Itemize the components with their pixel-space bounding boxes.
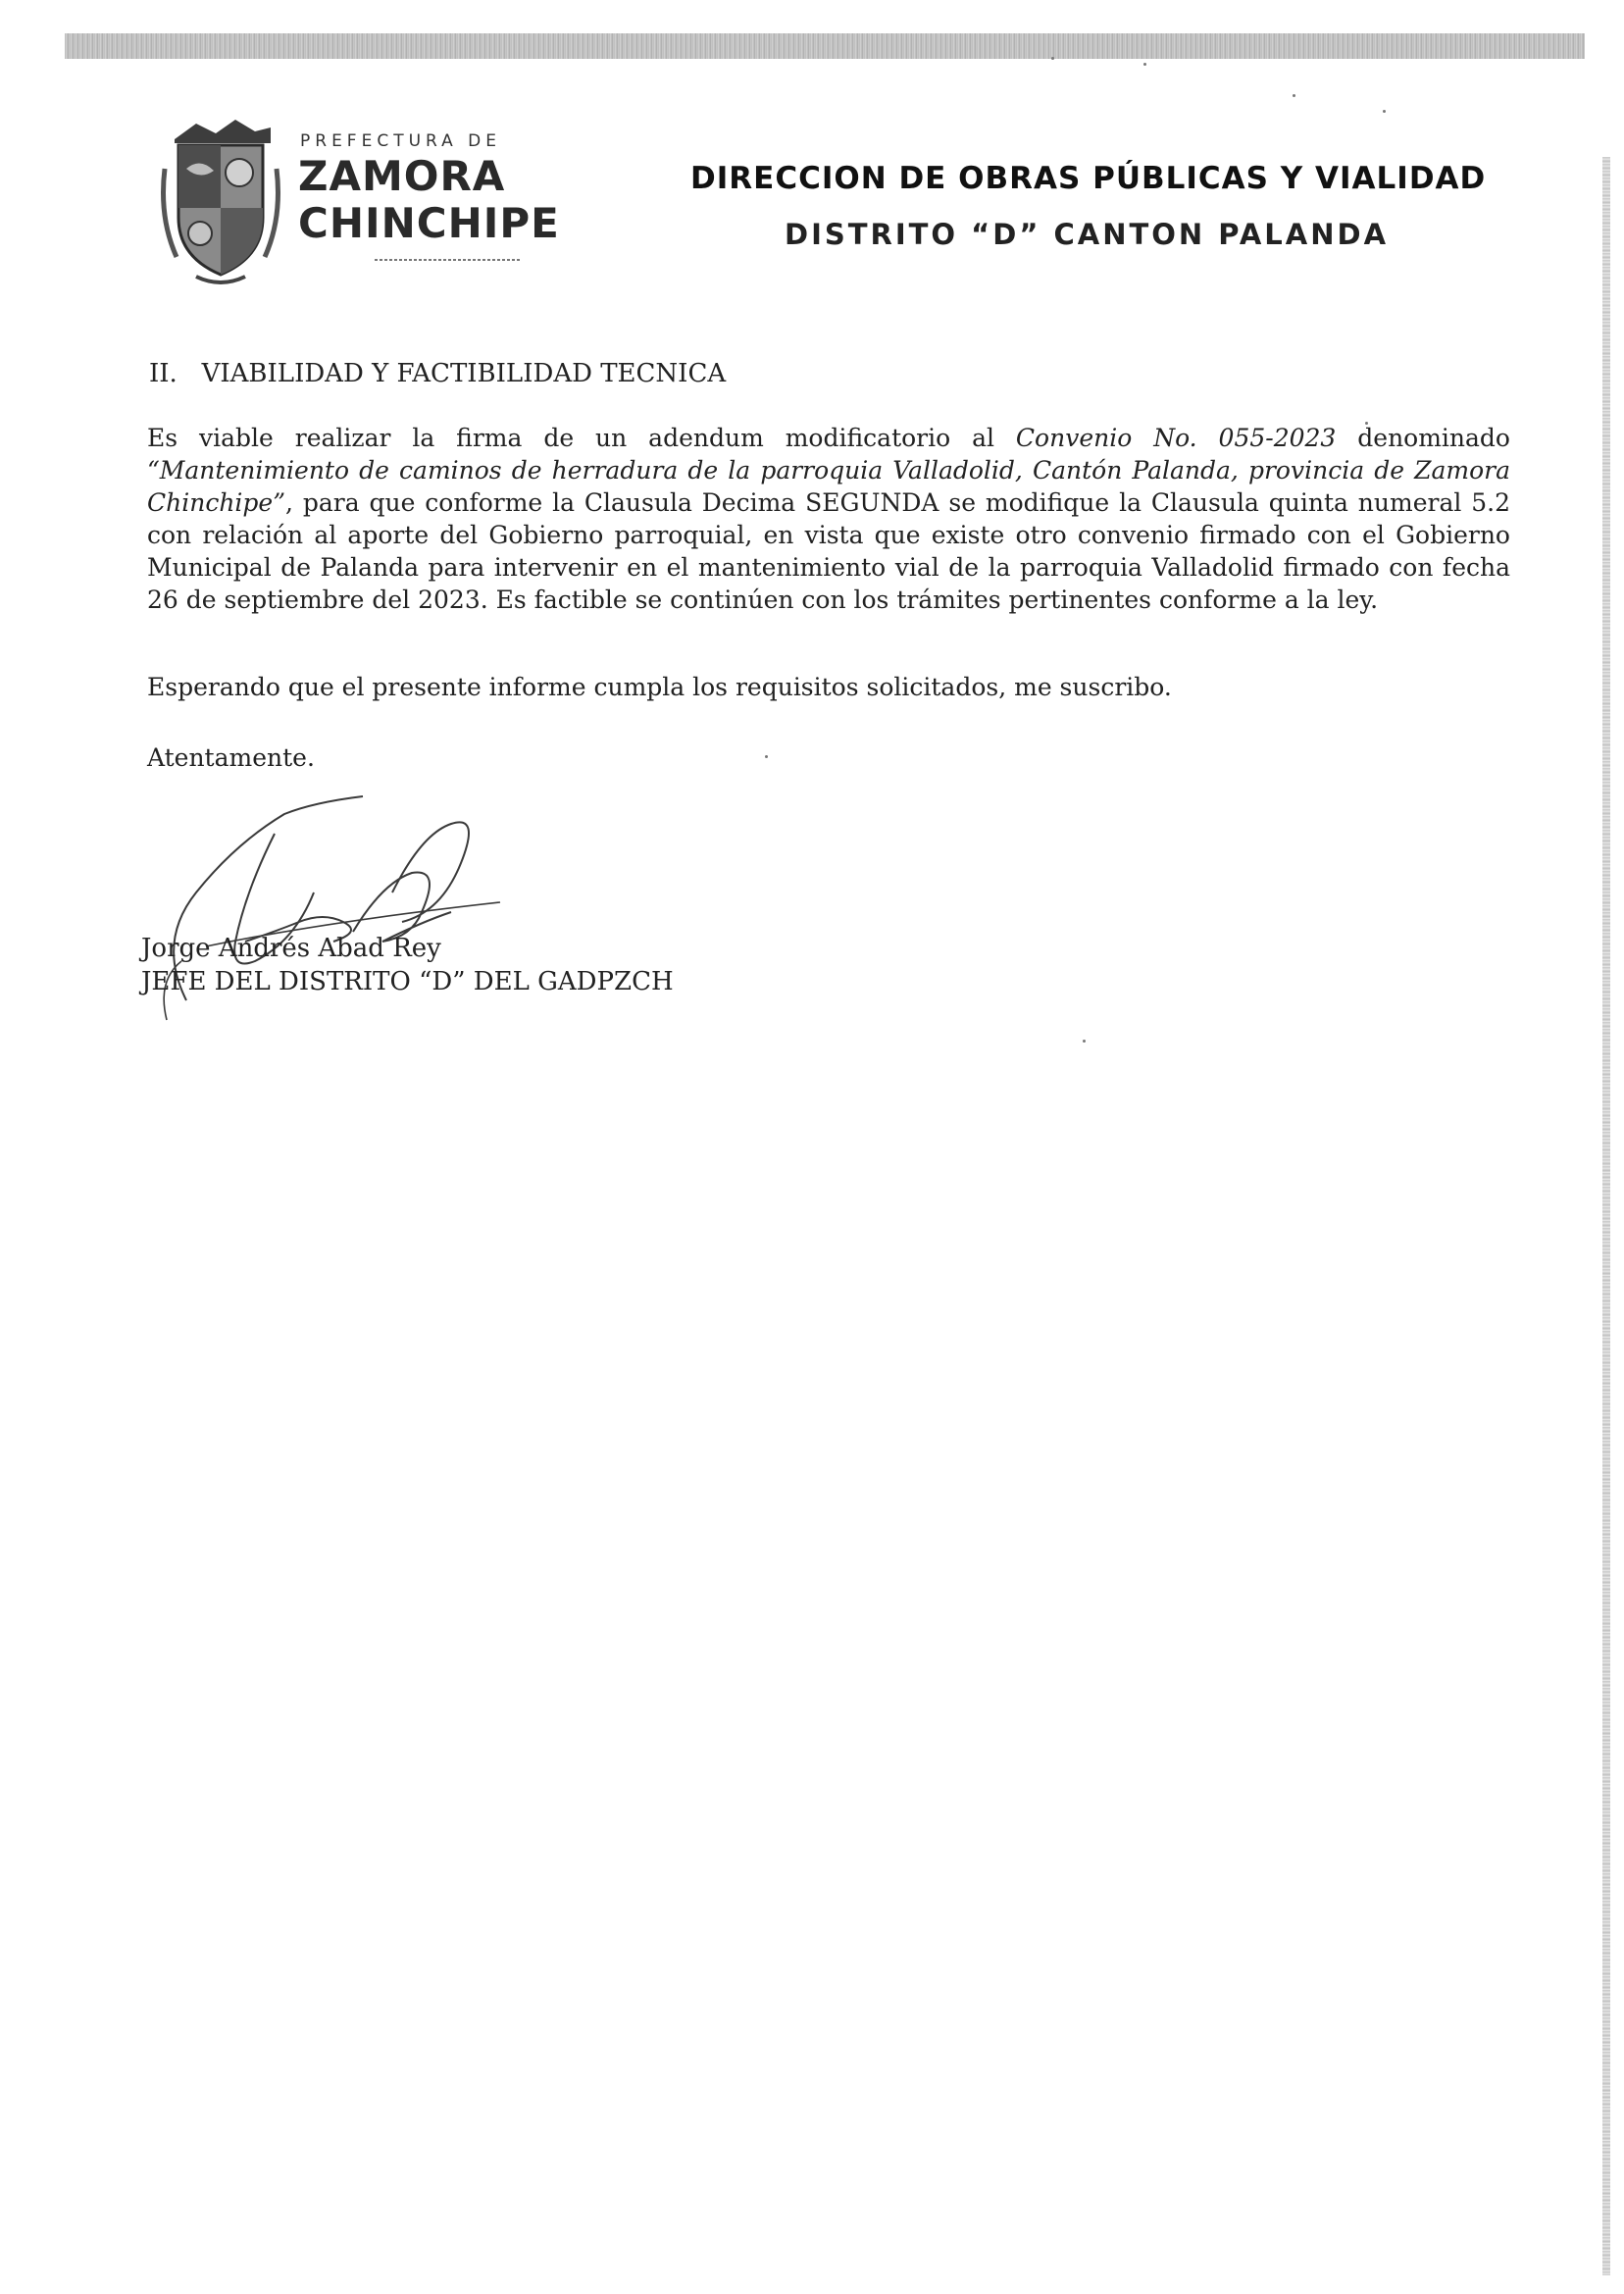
scan-speck (1083, 1040, 1086, 1043)
convenio-name: “Mantenimiento de caminos de herradura de la parroquia Valladolid, Cantón Palanda, provincia de Zamora Chinchipe” (147, 456, 1510, 517)
logo-underline (375, 259, 522, 261)
convenio-number: Convenio No. 055-2023 (1015, 424, 1337, 452)
logo-prefix-text: PREFECTURA DE (300, 131, 502, 151)
logo-zamora-text: ZAMORA (298, 152, 506, 200)
logo-chinchipe-text: CHINCHIPE (298, 199, 560, 247)
prefectura-logo (157, 110, 560, 286)
scan-speck (1293, 94, 1295, 97)
section-heading: II. VIABILIDAD Y FACTIBILIDAD TECNICA (149, 359, 727, 388)
paragraph-text: , para que conforme la Clausula Decima SEGUNDA se modifique la Clausula quinta numeral 5.2 con relación al aporte del Gobierno parroquial, en vista que existe otro convenio firmado con el Gobierno Municipal de Palanda para intervenir en el mantenimiento vial de la parroquia Valladolid firmado con fecha 26 de septiembre del 2023. Es factible se continúen con los trámites pertinentes conforme a la ley. (147, 488, 1510, 614)
header-subtitle: DISTRITO “D” CANTON PALANDA (785, 218, 1390, 251)
closing-line: Esperando que el presente informe cumpla los requisitos solicitados, me suscribo. (147, 673, 1172, 701)
crest-emblem-icon (157, 110, 284, 286)
salutation: Atentamente. (147, 743, 315, 772)
body-paragraph (147, 422, 1510, 616)
scan-speck (1143, 63, 1146, 66)
scan-speck (1051, 57, 1054, 60)
header-title: DIRECCION DE OBRAS PÚBLICAS Y VIALIDAD (690, 161, 1487, 196)
scan-speck (1383, 110, 1386, 113)
paragraph-text: denominado (1336, 424, 1510, 452)
scan-speck (765, 755, 768, 758)
paragraph-text: Es viable realizar la firma de un adendum modificatorio al (147, 424, 1016, 452)
signer-title: JEFE DEL DISTRITO “D” DEL GADPZCH (141, 967, 674, 996)
scan-right-edge (1602, 157, 1610, 2275)
signer-name: Jorge Andrés Abad Rey (141, 934, 441, 963)
scan-top-strip (65, 33, 1585, 59)
